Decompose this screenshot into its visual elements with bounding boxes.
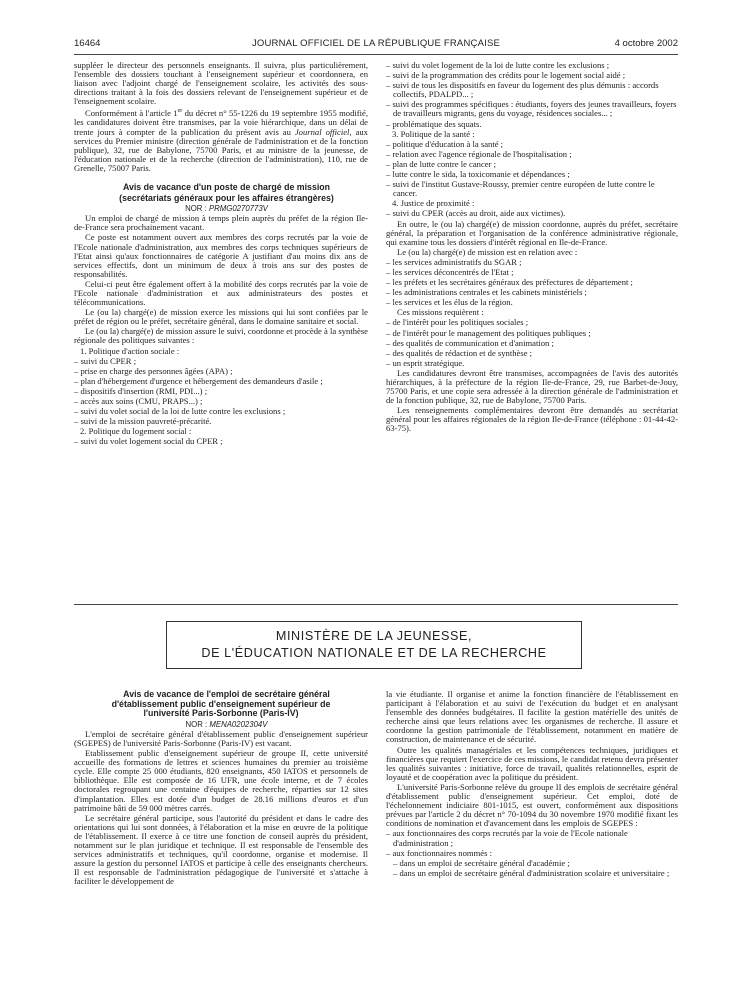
list-item: – des qualités de rédaction et de synthèse ;: [386, 347, 533, 358]
list-item: – suivi de tous les dispositifs en faveur du logement des plus démunis : accords collectifs, PDALPD... ;: [386, 80, 659, 100]
list-item: – suivi de l'institut Gustave-Roussy, premier centre européen de lutte contre le cancer.: [386, 179, 655, 199]
list-item: – politique d'éducation à la santé ;: [386, 138, 504, 149]
list-item: – les services déconcentrés de l'Etat ;: [386, 266, 514, 277]
paragraph: Le secrétaire général participe, sous l'autorité du président et dans le cadre des orientations qui lui sont données, à l'élaboration et la mise en œuvre de la politique de l'établissement. Il exerce à ce titre une fonction de conseil auprès du président, notamment sur le plan juridique et technique. Il est responsable de l'ensemble des services administratifs et techniques, qu'il coordonne, organise et modernise. Il assure la gestion du personnel IATOS et participe à celle des enseignants chercheurs. Il est responsable de l'administration pédagogique de l'université et s'attache à faciliter le développement de: [74, 812, 368, 887]
list-item: – les administrations centrales et les cabinets ministériels ;: [386, 287, 587, 298]
paragraph: la vie étudiante. Il organise et anime la fonction financière de l'établissement en participant à l'élaboration et au suivi de l'exécution du budget et en analysant l'ensemble des données budgétaires. Il facilite la gestion matérielle des unités de recherche ainsi que leurs relations avec les organismes de recherche. Il assure et coordonne la gestion patrimoniale de l'établissement, notamment en matière de construction, de maintenance et de sécurité.: [386, 689, 678, 745]
list-item: – dispositifs d'insertion (RMI, PDI...) ;: [74, 385, 208, 396]
list-item: – relation avec l'agence régionale de l'hospitalisation ;: [386, 148, 572, 159]
paragraph: Les renseignements complémentaires devront être demandés au secrétariat général pour les affaires régionales de la région Ile-de-France (téléphone : 01-44-42-63-75).: [386, 405, 678, 434]
section-divider: [74, 604, 678, 605]
bottom-left-column: [74, 690, 368, 887]
top-right-column: [386, 61, 678, 435]
paragraph: Etablissement public d'enseignement supérieur de groupe II, cette université accueille des formations de lettres et sciences humaines du premier au troisième cycle. Elle compte 25 000 étudiants, 820 enseignants, 450 IATOS et personnels de bibliothèque. Elle est composée de 16 UFR, une école interne, et de 7 écoles doctorales regroupant une centaine d'équipes de recherche, réparties sur 12 sites d'implantation. Elles est dotée d'un budget de 28.16 millions d'euros et d'un patrimoine bâti de 59 000 mètres carrés.: [74, 748, 368, 813]
list-item: – plan d'hébergement d'urgence et hébergement des demandeurs d'asile ;: [74, 375, 323, 386]
list-item: – suivi du volet logement de la loi de lutte contre les exclusions ;: [386, 60, 610, 70]
list-subitem: – dans un emploi de secrétaire général d'académie ;: [393, 857, 570, 868]
nor-reference: NOR : MENA0202304V: [185, 719, 268, 729]
paragraph: Ce poste est notamment ouvert aux membres des corps recrutés par la voie de l'Ecole nationale d'administration, aux membres des corps techniques supérieurs de l'Etat ainsi qu'aux fonctionnaires de catégorie A justifiant d'au moins dix ans de services effectifs, dont un minimum de deux à trois ans sur des postes de responsabilités.: [74, 232, 368, 279]
list-item: – les services administratifs du SGAR ;: [386, 256, 522, 267]
nor-reference: NOR : PRMG0270773V: [185, 204, 268, 214]
ministry-line-1: MINISTÈRE DE LA JEUNESSE,: [275, 629, 473, 643]
list-item: – des qualités de communication et d'animation ;: [386, 337, 554, 348]
page-number: 16464: [74, 38, 101, 49]
list-item: – aux fonctionnaires des corps recrutés par la voie de l'Ecole nationale d'administration ;: [386, 828, 628, 848]
list-item: – suivi du volet logement social du CPER ;: [74, 436, 223, 447]
ministry-heading-box: [166, 621, 582, 669]
paragraph: Le (ou la) chargé(e) de mission assure le suivi, coordonne et procède à la synthèse régionale des politiques suivantes :: [74, 326, 368, 346]
ministry-line-2: DE L'ÉDUCATION NATIONALE ET DE LA RECHERCHE: [201, 646, 547, 660]
avis-title: Avis de vacance de l'emploi de secrétaire général d'établissement public d'enseignement supérieur de l'université Paris-Sorbonne (Paris-IV): [111, 689, 331, 719]
list-item: – les préfets et les secrétaires généraux des préfectures de département ;: [386, 277, 633, 288]
avis-title-line-1: Avis de vacance d'un poste de chargé de mission: [122, 181, 331, 192]
list-item: – suivi du volet social de la loi de lutte contre les exclusions ;: [74, 406, 286, 417]
list-item: – problématique des squats.: [386, 118, 482, 129]
list-subitem: – dans un emploi de secrétaire général d'administration scolaire et universitaire ;: [393, 867, 670, 878]
list-item: – les services et les élus de la région.: [386, 297, 513, 308]
bottom-right-column: [386, 690, 678, 879]
section-heading: 1. Politique d'action sociale :: [80, 345, 180, 356]
list-item: – plan de lutte contre le cancer ;: [386, 158, 496, 169]
paragraph: Celui-ci peut être également offert à la mobilité des corps recrutés par la voie de l'Ecole nationale d'administration et aux administrateurs des postes et télécommunications.: [74, 278, 368, 308]
header-rule: [74, 54, 678, 55]
paragraph-candidatures: Conformément à l'article 1er du décret n° 55-1226 du 19 septembre 1955 modifié, les candidatures doivent être transmises, par la voie hiérarchique, dans un délai de trente jours à compter de la publication du présent avis au Journal officiel, aux services du Premier ministre (direction générale de l'administration et de la fonction publique), 32, rue de Babylone, 75700 Paris, et au ministre de la jeunesse, de l'éducation nationale et de la recherche (direction de l'administration), 110, rue de Grenelle, 75007 Paris.: [74, 108, 368, 173]
top-left-column: [74, 61, 368, 448]
paragraph: Un emploi de chargé de mission à temps plein auprès du préfet de la région Ile-de-France sera prochainement vacant.: [74, 213, 368, 233]
list-item: – prise en charge des personnes âgées (APA) ;: [74, 365, 233, 376]
list-item: – lutte contre le sida, la toxicomanie et dépendances ;: [386, 169, 570, 180]
avis-title-line-2: (secrétariats généraux pour les affaires étrangères): [119, 192, 334, 203]
paragraph: suppléer le directeur des personnels enseignants. Il suivra, plus particulièrement, l'ensemble des dossiers touchant à l'enseignement supérieur et coordonnera, en liaison avec l'adjoint chargé de l'enseignement scolaire, les activités des sous-directions traitant à la fois des dossiers relevant de l'enseignement supérieur et de l'enseignement scolaire.: [74, 60, 368, 107]
list-item: – de l'intérêt pour le management des politiques publiques ;: [386, 327, 591, 338]
paragraph: L'emploi de secrétaire général d'établissement public d'enseignement supérieur (SGEPES) de l'université Paris-Sorbonne (Paris-IV) est vacant.: [74, 728, 368, 748]
list-item: – suivi du CPER (accès au droit, aide aux victimes).: [386, 208, 566, 219]
paragraph: En outre, le (ou la) chargé(e) de mission coordonne, auprès du préfet, secrétaire général, la préparation et l'organisation de la conférence administrative régionale, qui examine tous les dossiers d'intérêt régional en Ile-de-France.: [386, 218, 678, 247]
list-item: – un esprit stratégique.: [386, 357, 465, 368]
paragraph: Ces missions requièrent :: [397, 307, 484, 318]
paragraph: Le (ou la) chargé(e) de mission est en relation avec :: [397, 246, 578, 257]
section-heading: 4. Justice de proximité :: [392, 198, 475, 209]
publication-date: 4 octobre 2002: [614, 38, 678, 49]
paragraph: Les candidatures devront être transmises, accompagnées de l'avis des autorités hiérarchiques, à la préfecture de la région Ile-de-France, 29, rue Barbet-de-Jouy, 75700 Paris, et une copie sera adressée à la direction générale de l'administration et de la fonction publique, 32, rue de Babylone, 75700 Paris.: [386, 367, 678, 406]
list-item: – accès aux soins (CMU, PRAPS...) ;: [74, 396, 203, 407]
list-item: – suivi des programmes spécifiques : étudiants, foyers des jeunes travailleurs, foyers de travailleurs migrants, gens du voyage, résidences sociales... ;: [386, 99, 677, 119]
list-item: – suivi de la mission pauvreté-précarité.: [74, 416, 212, 427]
paragraph: Le (ou la) chargé(e) de mission exerce les missions qui lui sont confiées par le préfet de région ou le préfet, secrétaire général, dans le domaine sanitaire et social.: [74, 307, 368, 327]
page-header: [74, 38, 678, 54]
section-heading: 2. Politique du logement social :: [80, 426, 192, 437]
list-item: – suivi de la programmation des crédits pour le logement social aidé ;: [386, 70, 626, 81]
paragraph: Outre les qualités managériales et les compétences techniques, juridiques et financières que requiert l'exercice de ces missions, le candidat retenu devra présenter les qualités suivantes : initiative, force de travail, qualités relationnelles, esprit de loyauté et de coopération avec la politique du président.: [386, 744, 678, 782]
journal-title: JOURNAL OFFICIEL DE LA RÉPUBLIQUE FRANÇAISE: [251, 38, 501, 49]
list-item: – aux fonctionnaires nommés :: [386, 847, 492, 858]
list-item: – suivi du CPER ;: [74, 355, 137, 366]
section-heading: 3. Politique de la santé :: [392, 128, 475, 139]
list-item: – de l'intérêt pour les politiques sociales ;: [386, 317, 529, 328]
paragraph: L'université Paris-Sorbonne relève du groupe II des emplois de secrétaire général d'établissement public d'enseignement supérieur. Cet emploi, doté de l'échelonnement indiciaire 801-1015, est ouvert, conformément aux dispositions prévues par l'article 2 du décret n° 70-1094 du 30 novembre 1970 modifié fixant les conditions de nomination et d'avancement dans les emplois de SGEPES :: [386, 781, 678, 829]
